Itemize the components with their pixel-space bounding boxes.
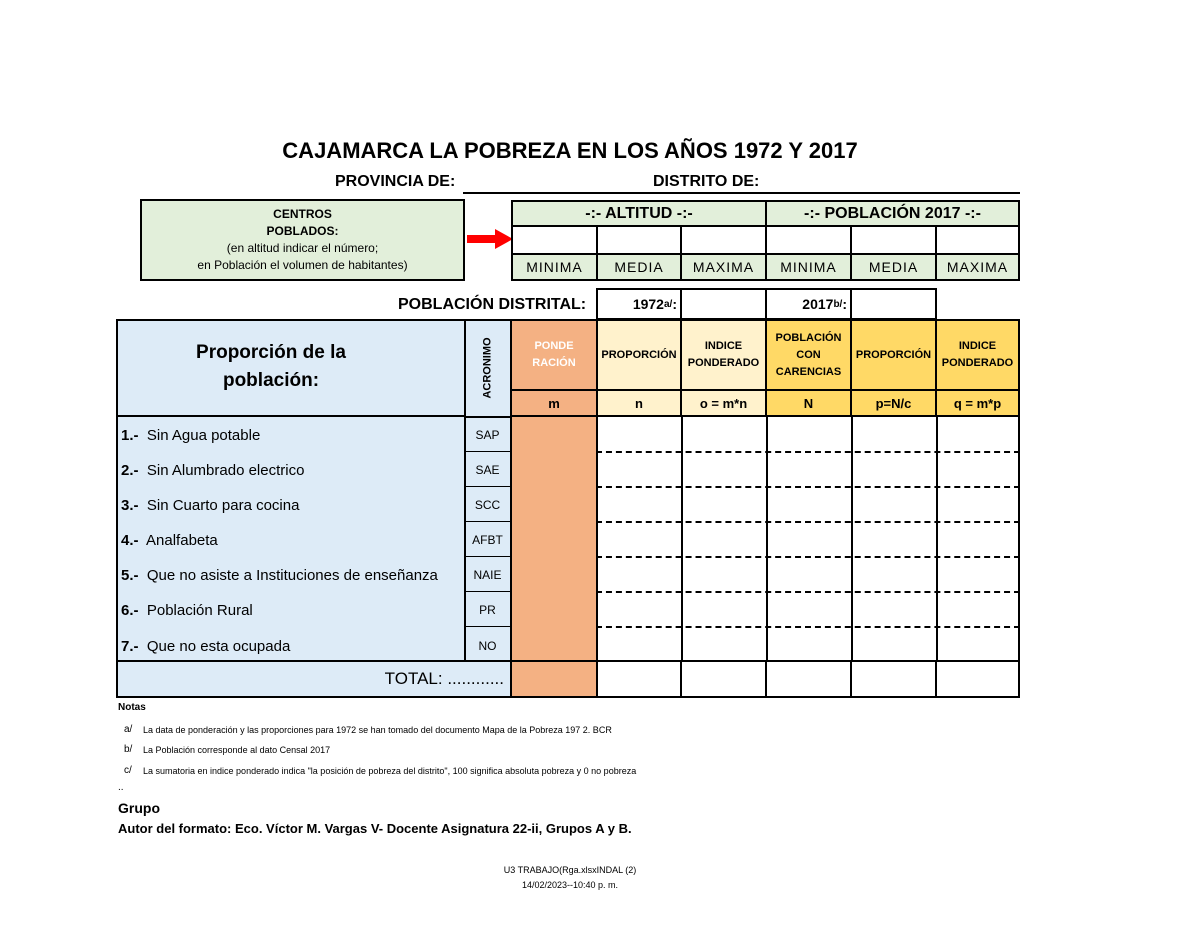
altitud-media-input[interactable] <box>596 225 682 255</box>
distrito-label: DISTRITO DE: <box>653 173 760 190</box>
centros-line4: en Población el volumen de habitantes) <box>197 258 408 272</box>
acr-divider-3 <box>466 521 510 522</box>
formula-n: n <box>596 389 682 417</box>
row-acr-7: NO <box>478 639 497 653</box>
year-2017-note: b/ <box>833 298 843 310</box>
centros-line2: POBLADOS: <box>266 224 339 238</box>
poblacion-maxima-input[interactable] <box>935 225 1020 255</box>
row-label-4 <box>121 532 218 549</box>
acr-divider-4 <box>466 556 510 557</box>
note-a-mark: a/ <box>124 724 133 735</box>
row-text-7: Que no esta ocupada <box>146 638 291 655</box>
row-label-3 <box>121 497 299 514</box>
row-acr-4: AFBT <box>472 533 503 547</box>
poblacion-2017-input[interactable] <box>850 288 937 320</box>
col-indice-2017-header <box>935 319 1020 391</box>
poblacion-media-input[interactable] <box>850 225 937 255</box>
poblacion-distrital-label: POBLACIÓN DISTRITAL: <box>398 296 587 313</box>
notes-title: Notas <box>118 702 146 713</box>
col-ponderacion-l2: RACIÓN <box>532 357 576 369</box>
formula-N: N <box>765 389 852 417</box>
altitud-maxima-label: MAXIMA <box>680 253 767 281</box>
row-divider-2 <box>596 486 1020 488</box>
row-divider-4 <box>596 556 1020 558</box>
row-num-1: 1.- <box>121 427 139 444</box>
year-2017-colon: : <box>842 296 847 312</box>
col-proporcion-2017-header <box>850 319 937 391</box>
ponderacion-column-body[interactable] <box>510 415 598 662</box>
row-text-6: Población Rural <box>146 602 253 619</box>
acronimo-label: ACRONIMO <box>482 337 495 399</box>
col-indice-2017-l2: PONDERADO <box>941 357 1014 369</box>
year-1972-label <box>596 288 682 320</box>
proporcion-title <box>116 319 466 417</box>
formula-q: q = m*p <box>935 389 1020 417</box>
row-label-6 <box>121 602 253 619</box>
poblacion-media-label: MEDIA <box>850 253 937 281</box>
row-num-5: 5.- <box>121 567 139 584</box>
proporcion-title-line1: Proporción de la <box>196 342 346 363</box>
year-2017-text: 2017 <box>802 296 834 312</box>
autor-label: Autor del formato: Eco. Víctor M. Vargas V- Docente Asignatura 22-ii, Grupos A y B. <box>118 821 632 836</box>
row-text-3: Sin Cuarto para cocina <box>146 497 300 514</box>
altitud-media-label: MEDIA <box>596 253 682 281</box>
col-poblacion-carencias-header <box>765 319 852 391</box>
col-ponderacion-header <box>510 319 598 391</box>
grupo-label: Grupo <box>118 800 160 816</box>
row-acr-2: SAE <box>475 463 500 477</box>
formula-o: o = m*n <box>680 389 767 417</box>
provincia-distrito-underline <box>463 192 1020 194</box>
col-poblacion-carencias-l3: CARENCIAS <box>775 365 842 378</box>
notes-dots: .. <box>118 782 124 793</box>
row-acr-6: PR <box>479 603 496 617</box>
poblacion-minima-label: MINIMA <box>765 253 852 281</box>
col-indice-1972-header <box>680 319 767 391</box>
year-2017-label <box>765 288 852 320</box>
row-label-5 <box>121 567 438 584</box>
col-poblacion-carencias-l2: CON <box>796 348 821 361</box>
col-ponderacion-l1: PONDE <box>534 340 574 352</box>
total-proporcion-1972[interactable] <box>596 660 682 698</box>
row-num-6: 6.- <box>121 602 139 619</box>
altitud-minima-input[interactable] <box>511 225 598 255</box>
arrow-right-icon <box>467 229 513 249</box>
acr-divider-1 <box>466 451 510 452</box>
acr-divider-6 <box>466 626 510 627</box>
col-proporcion-1972-l1: PROPORCIÓN <box>601 348 677 361</box>
altitud-maxima-input[interactable] <box>680 225 767 255</box>
col-indice-1972-l2: PONDERADO <box>687 357 760 369</box>
row-divider-5 <box>596 591 1020 593</box>
note-a-text: La data de ponderación y las proporciones para 1972 se han tomado del documento Mapa de la Pobreza 197 2. BCR <box>143 725 612 735</box>
col-indice-1972-l1: INDICE <box>704 340 743 352</box>
acr-divider-2 <box>466 486 510 487</box>
note-b-mark: b/ <box>124 744 133 755</box>
poblacion-maxima-label: MAXIMA <box>935 253 1020 281</box>
row-divider-1 <box>596 451 1020 453</box>
poblacion-2017-header: -:- POBLACIÓN 2017 -:- <box>765 200 1020 227</box>
row-text-5: Que no asiste a Instituciones de enseñanza <box>146 567 438 584</box>
note-c-mark: c/ <box>124 765 132 776</box>
provincia-label: PROVINCIA DE: <box>335 173 456 190</box>
row-text-2: Sin Alumbrado electrico <box>146 462 305 479</box>
col-proporcion-1972-header <box>596 319 682 391</box>
poblacion-minima-input[interactable] <box>765 225 852 255</box>
row-acr-3: SCC <box>474 498 501 512</box>
total-indice-2017[interactable] <box>935 660 1020 698</box>
formula-p: p=N/c <box>850 389 937 417</box>
page-title: CAJAMARCA LA POBREZA EN LOS AÑOS 1972 Y 2017 <box>282 138 858 163</box>
row-label-1 <box>121 427 260 444</box>
centros-line3: (en altitud indicar el número; <box>226 241 379 255</box>
year-1972-colon: : <box>672 296 677 312</box>
poblacion-1972-input[interactable] <box>680 288 767 320</box>
total-indice-1972[interactable] <box>680 660 767 698</box>
footer-timestamp: 14/02/2023--10:40 p. m. <box>521 880 619 890</box>
col-indice-2017-l1: INDICE <box>958 340 997 352</box>
row-text-1: Sin Agua potable <box>146 427 261 444</box>
acronimo-header <box>464 319 512 417</box>
year-1972-text: 1972 <box>632 296 664 312</box>
row-num-3: 3.- <box>121 497 139 514</box>
row-num-4: 4.- <box>121 532 139 549</box>
row-divider-3 <box>596 521 1020 523</box>
proporcion-title-line2: población: <box>222 370 320 391</box>
altitud-minima-label: MINIMA <box>511 253 598 281</box>
centros-poblados-box <box>140 199 465 281</box>
footer-filename: U3 TRABAJO(Rga.xlsxINDAL (2) <box>503 865 637 875</box>
row-divider-6 <box>596 626 1020 628</box>
col-poblacion-carencias-l1: POBLACIÓN <box>775 331 842 344</box>
acr-divider-5 <box>466 591 510 592</box>
total-poblacion-carencias[interactable] <box>765 660 852 698</box>
col-proporcion-2017-l1: PROPORCIÓN <box>855 348 932 361</box>
note-c-text: La sumatoria en indice ponderado indica "la posición de pobreza del distrito", 100 significa absoluta pobreza y 0 no pobreza <box>143 766 637 776</box>
note-b-text: La Población corresponde al dato Censal 2017 <box>143 745 331 755</box>
altitud-header: -:- ALTITUD -:- <box>511 200 767 227</box>
row-num-2: 2.- <box>121 462 139 479</box>
total-label: TOTAL: ............ <box>116 660 512 698</box>
formula-m: m <box>510 389 598 417</box>
row-text-4: Analfabeta <box>146 532 218 549</box>
row-acr-1: SAP <box>475 428 500 442</box>
row-acr-5: NAIE <box>473 568 502 582</box>
year-1972-note: a/ <box>663 298 673 310</box>
total-proporcion-2017[interactable] <box>850 660 937 698</box>
row-label-7 <box>121 638 290 655</box>
row-label-2 <box>121 462 304 479</box>
centros-line1: CENTROS <box>273 207 332 221</box>
total-ponderacion[interactable] <box>510 660 598 698</box>
row-num-7: 7.- <box>121 638 139 655</box>
